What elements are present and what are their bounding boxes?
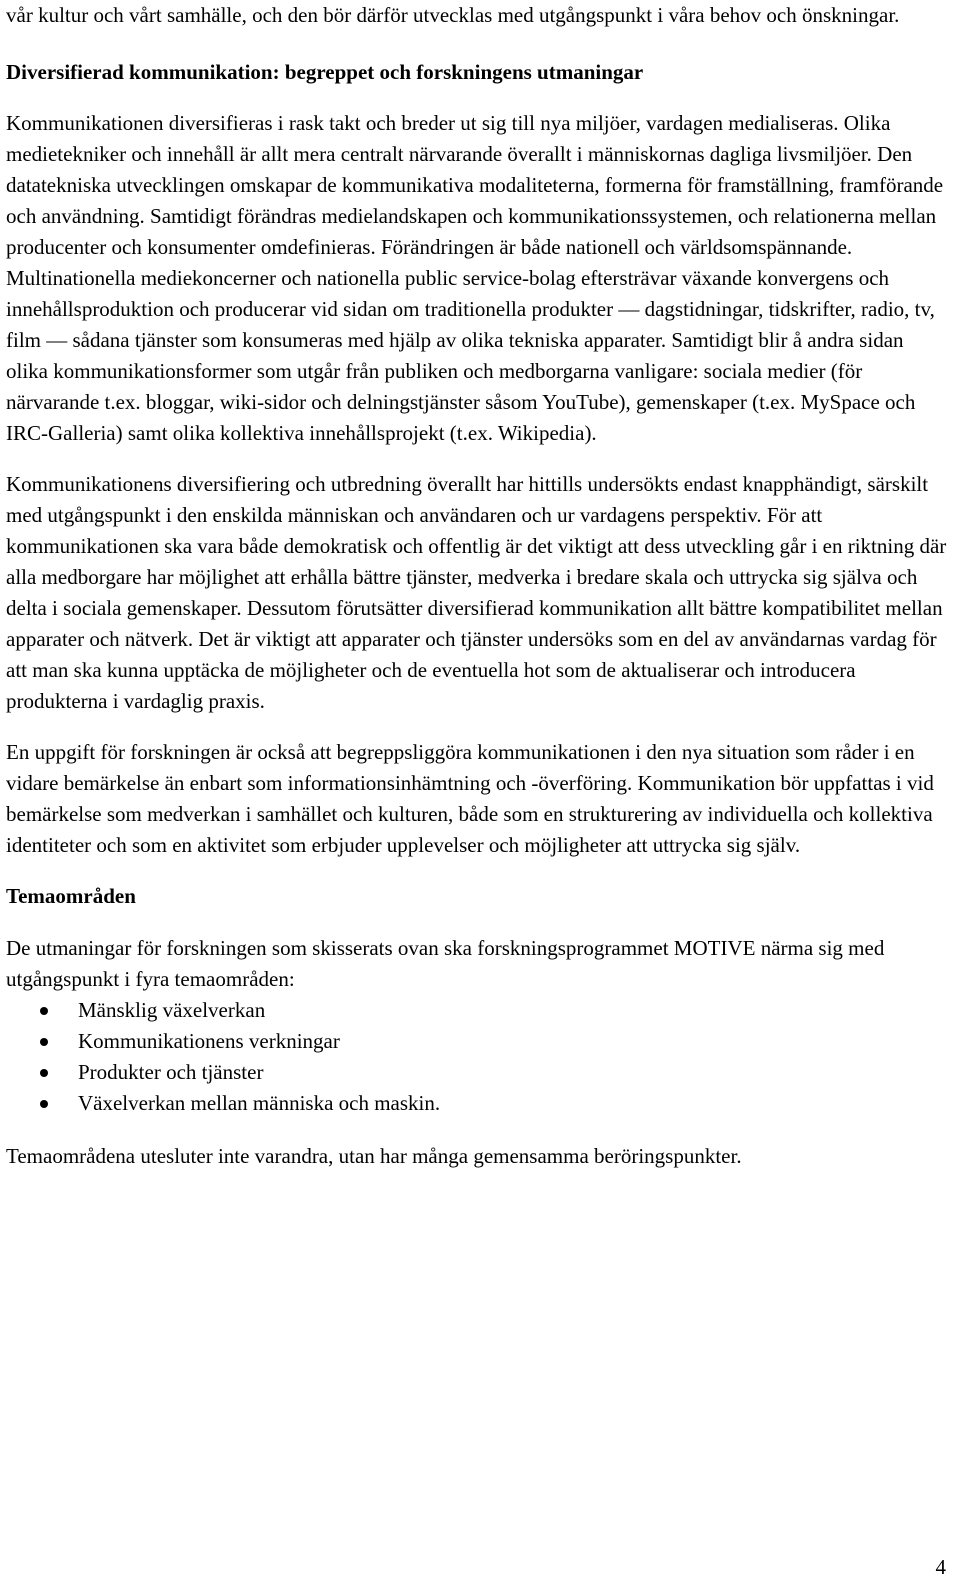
theme-label: Produkter och tjänster	[78, 1060, 264, 1084]
theme-label: Mänsklig växelverkan	[78, 998, 266, 1022]
theme-label: Växelverkan mellan människa och maskin.	[78, 1091, 441, 1115]
themes-intro-paragraph: De utmaningar för forskningen som skisserats ovan ska forskningsprogrammet MOTIVE närma sig med utgångspunkt i fyra temaområden:	[6, 936, 885, 991]
bullet-icon	[40, 1069, 48, 1077]
theme-label: Kommunikationens verkningar	[78, 1029, 340, 1053]
body-paragraph-3: En uppgift för forskningen är också att begreppsliggöra kommunikationen i den nya situation som råder i en vidare bemärkelse än enbart som informationsinhämtning och -överföring. Kommunikation bör uppfattas i vid bemärkelse som medverkan i samhället och kulturen, både som en strukturering av individuella och kollektiva identiteter och som en aktivitet som erbjuder upplevelser och möjligheter att uttrycka sig själv.	[6, 740, 934, 857]
theme-list-item	[6, 1057, 950, 1088]
body-paragraph-2: Kommunikationens diversifiering och utbredning överallt har hittills undersökts endast knapphändigt, särskilt med utgångspunkt i den enskilda människan och användaren och ur vardagens perspektiv. För att kommunikationen ska vara både demokratisk och offentlig är det viktigt att dess utveckling går i en riktning där alla medborgare har möjlighet att erhålla bättre tjänster, medverka i bredare skala och uttrycka sig själva och delta i sociala gemenskaper. Dessutom förutsätter diversifierad kommunikation allt bättre kompatibilitet mellan apparater och nätverk. Det är viktigt att apparater och tjänster undersöks som en del av användarnas vardag för att man ska kunna upptäcka de möjligheter och de eventuella hot som de aktualiserar och introducera produkterna i vardaglig praxis.	[6, 472, 947, 713]
closing-paragraph: Temaområdena utesluter inte varandra, utan har många gemensamma beröringspunkter.	[6, 1144, 742, 1168]
intro-paragraph: vår kultur och vårt samhälle, och den bör därför utvecklas med utgångspunkt i våra behov och önskningar.	[6, 3, 900, 27]
body-paragraph-1: Kommunikationen diversifieras i rask takt och breder ut sig till nya miljöer, vardagen medialiseras. Olika medietekniker och innehåll är allt mera centralt närvarande överallt i människornas dagliga livsmiljöer. Den datatekniska utvecklingen omskapar de kommunikativa modaliteterna, formerna för framställning, framförande och användning. Samtidigt förändras medielandskapen och kommunikationssystemen, och relationerna mellan producenter och konsumenter omdefinieras. Förändringen är både nationell och världsomspännande. Multinationella mediekoncerner och nationella public service-bolag eftersträvar växande konvergens och innehållsproduktion och producerar vid sidan om traditionella produkter — dagstidningar, tidskrifter, radio, tv, film — sådana tjänster som konsumeras med hjälp av olika tekniska apparater. Samtidigt blir å andra sidan olika kommunikationsformer som utgår från publiken och medborgarna vanligare: sociala medier (för närvarande t.ex. bloggar, wiki-sidor och delningstjänster såsom YouTube), gemenskaper (t.ex. MySpace och IRC-Galleria) samt olika kollektiva innehållsprojekt (t.ex. Wikipedia).	[6, 111, 944, 445]
page-number: 4	[935, 1555, 946, 1579]
bullet-icon	[40, 1038, 48, 1046]
bullet-icon	[40, 1007, 48, 1015]
bullet-icon	[40, 1100, 48, 1108]
theme-list-item	[6, 1026, 950, 1057]
section-heading-theme-areas: Temaområden	[6, 884, 136, 908]
theme-list	[6, 995, 950, 1119]
section-heading-diversified-communication: Diversifierad kommunikation: begreppet och forskningens utmaningar	[6, 60, 644, 84]
theme-list-item	[6, 995, 950, 1026]
document-page	[6, 0, 950, 1172]
theme-list-item	[6, 1088, 950, 1119]
